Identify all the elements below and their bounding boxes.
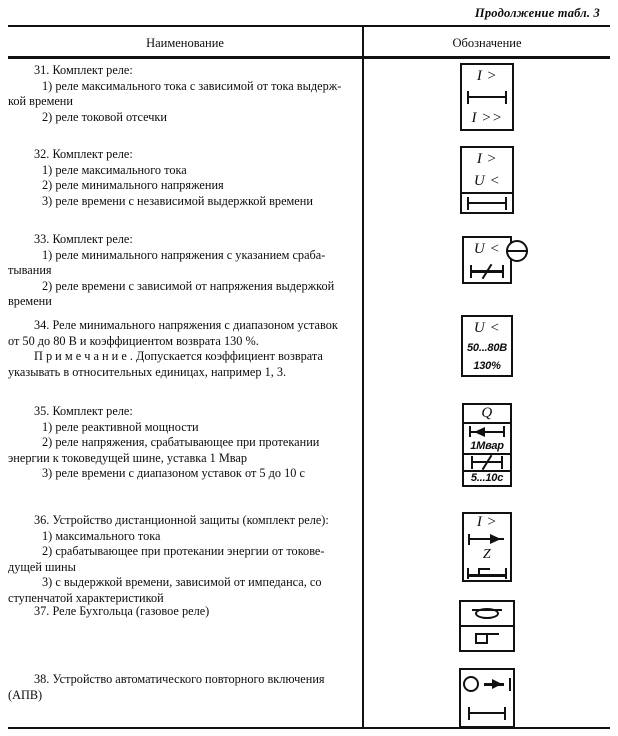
symbol-cell xyxy=(464,547,510,564)
symbol-cell xyxy=(464,439,510,454)
row-title: 35. Комплект реле: xyxy=(34,404,133,418)
row-title: 38. Устройство автоматического повторного включения xyxy=(34,672,325,686)
column-header-name: Наименование xyxy=(146,36,224,50)
power-direction-icon xyxy=(469,425,505,438)
symbol-cell xyxy=(462,87,512,107)
table-header-rule xyxy=(8,56,610,59)
row-line: 3) реле времени с независимой выдержкой времени xyxy=(42,193,313,208)
row-line: 2) реле напряжения, срабатывающее при протекании xyxy=(42,435,320,450)
symbol-cell xyxy=(462,148,512,170)
symbol-cell xyxy=(462,65,512,87)
symbol-label: I > xyxy=(476,67,498,84)
time-delay-icon xyxy=(467,197,507,210)
symbol-time-range: 5...10с xyxy=(470,471,504,484)
symbol-cell xyxy=(464,455,510,472)
row-line: энергии к токоведущей шине, уставка 1 Мвар xyxy=(8,450,248,465)
symbol-32 xyxy=(364,146,610,214)
symbol-reset-ratio: 130% xyxy=(473,359,501,372)
row-title: 36. Устройство дистанционной защиты (комплект реле): xyxy=(34,513,329,527)
relay-box xyxy=(461,315,513,377)
symbol-33 xyxy=(364,236,610,284)
symbol-label: U < xyxy=(473,319,501,336)
stepped-time-delay-icon xyxy=(467,565,507,579)
symbol-36 xyxy=(364,512,610,582)
relay-box xyxy=(460,146,514,214)
symbol-label: U < xyxy=(473,172,501,189)
symbol-cell xyxy=(461,670,513,701)
symbol-cell xyxy=(464,472,510,485)
symbol-cell xyxy=(461,602,513,627)
relay-box xyxy=(459,600,515,652)
trip-indicator-icon xyxy=(506,240,528,262)
row-line: 2) реле минимального напряжения xyxy=(42,178,224,193)
row-line: дущей шины xyxy=(8,559,76,574)
row-line: тывания xyxy=(8,263,52,278)
symbol-cell xyxy=(464,261,510,282)
row-line: 1) реле минимального напряжения с указанием сраба- xyxy=(42,247,326,262)
symbol-setting-range: 50...80В xyxy=(467,341,507,354)
relay-box xyxy=(460,63,514,131)
row-line: 1) реле максимального тока xyxy=(42,162,187,177)
dependent-time-delay-icon xyxy=(470,265,504,278)
row-line: 3) реле времени с диапазоном уставок от 5 до 10 с xyxy=(42,466,305,481)
symbol-label: I > xyxy=(476,514,498,531)
table-row xyxy=(8,63,356,125)
symbol-cell xyxy=(464,514,510,532)
table-row xyxy=(8,513,356,607)
row-line: 1) максимального тока xyxy=(42,528,161,543)
row-line: 1) реле максимального тока с зависимой от тока выдерж- xyxy=(42,78,342,93)
row-title: 34. Реле минимального напряжения с диапазоном уставок xyxy=(34,318,338,332)
symbol-label: I >> xyxy=(471,109,503,126)
relay-box xyxy=(462,236,512,284)
row-title: 33. Комплект реле: xyxy=(34,232,133,246)
symbol-label: Q xyxy=(481,405,493,422)
time-delay-icon xyxy=(467,91,507,104)
symbol-cell xyxy=(463,317,511,339)
row-line: указывать в относительных единицах, например 1, 3. xyxy=(8,364,287,379)
table-row xyxy=(8,404,356,482)
gas-bucket-icon xyxy=(472,631,502,646)
table-row xyxy=(8,232,356,310)
symbol-cell xyxy=(462,107,512,129)
symbol-cell xyxy=(464,532,510,548)
row-line: ступенчатой характеристикой xyxy=(8,590,164,605)
symbol-cell xyxy=(462,194,512,212)
symbol-cell xyxy=(463,339,511,357)
table-row xyxy=(8,318,356,380)
relay-box xyxy=(462,512,512,582)
row-line: 2) реле времени с зависимой от напряжения выдержкой xyxy=(42,278,335,293)
symbol-cell xyxy=(464,424,510,439)
power-direction-icon xyxy=(468,533,506,546)
symbol-label: U < xyxy=(473,241,501,257)
symbol-cell xyxy=(461,627,513,650)
row-line: 2) реле токовой отсечки xyxy=(42,109,167,124)
row-line: от 50 до 80 В и коэффициентом возврата 130 %. xyxy=(8,333,259,348)
table-row xyxy=(8,672,356,703)
continuation-caption: Продолжение табл. 3 xyxy=(474,6,600,20)
table-row xyxy=(8,147,356,209)
relay-box xyxy=(462,403,512,487)
time-delay-icon xyxy=(468,707,506,720)
row-note: П р и м е ч а н и е . Допускается коэффициент возврата xyxy=(34,349,323,364)
symbol-label: I > xyxy=(476,150,498,167)
symbol-cell xyxy=(464,238,510,261)
row-line: времени xyxy=(8,294,52,309)
table-top-rule xyxy=(8,25,610,27)
symbol-cell xyxy=(461,701,513,727)
symbol-31 xyxy=(364,63,610,131)
autoreclose-icon xyxy=(463,676,511,694)
row-line: кой времени xyxy=(8,94,73,109)
relay-box xyxy=(459,668,515,728)
column-header-designation: Обозначение xyxy=(452,36,522,50)
row-title: 32. Комплект реле: xyxy=(34,147,133,161)
symbol-cell xyxy=(464,405,510,424)
symbol-35 xyxy=(364,403,610,487)
dependent-time-delay-icon xyxy=(471,456,503,469)
symbol-setting: 1Мвар xyxy=(470,439,504,452)
symbol-label: Z xyxy=(482,547,492,563)
row-line: 3) с выдержкой времени, зависимой от импеданса, со xyxy=(42,575,322,590)
symbol-cell xyxy=(462,170,512,194)
row-line: (АПВ) xyxy=(8,687,43,702)
symbol-37 xyxy=(364,600,610,652)
row-title: 37. Реле Бухгольца (газовое реле) xyxy=(34,604,210,618)
symbol-34 xyxy=(364,315,610,377)
symbol-cell xyxy=(463,357,511,375)
row-line: 2) срабатывающее при протекании энергии от токове- xyxy=(42,544,325,559)
row-title: 31. Комплект реле: xyxy=(34,63,133,77)
symbol-38 xyxy=(364,668,610,728)
gas-float-icon xyxy=(472,606,502,621)
symbol-cell xyxy=(464,564,510,581)
row-line: 1) реле реактивной мощности xyxy=(42,419,199,434)
table-row xyxy=(8,604,356,620)
